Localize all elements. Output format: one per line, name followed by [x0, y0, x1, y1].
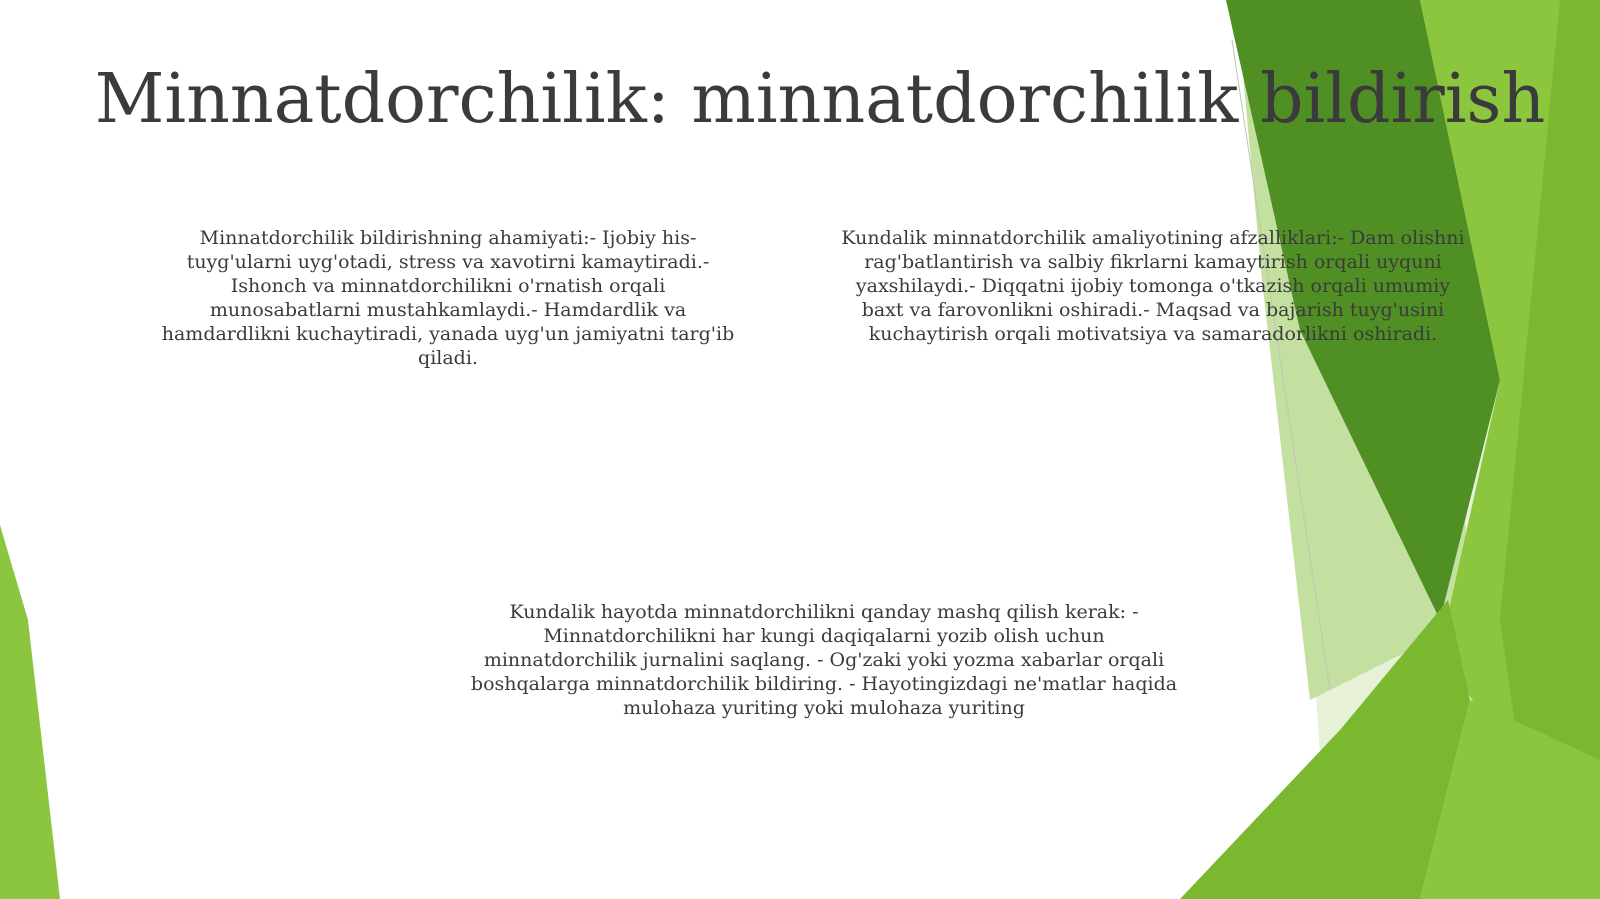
left-green-wedge	[0, 525, 60, 899]
text-block-importance: Minnatdorchilik bildirishning ahamiyati:- Ijobiy his-tuyg'ularni uyg'otadi, stress va xavotirni kamaytiradi.- Ishonch va minnatdorchilikni o'rnatish orqali munosabatlarni mustahkamlaydi.- Hamdardlik va hamdardlikni kuchaytiradi, yanada uyg'un jamiyatni targ'ib qiladi.	[161, 227, 735, 369]
text-block-practice: Kundalik hayotda minnatdorchilikni qanday mashq qilish kerak: - Minnatdorchilikni har kungi daqiqalarni yozib olish uchun minnatdorchilik jurnalini saqlang. - Og'zaki yoki yozma xabarlar orqali boshqalarga minnatdorchilik bildiring. - Hayotingizdagi ne'matlar haqida mulohaza yuriting yoki mulohaza yuriting	[470, 601, 1178, 719]
text-block-benefits: Kundalik minnatdorchilik amaliyotining afzalliklari:- Dam olishni rag'batlantirish va salbiy fikrlarni kamaytirish orqali uyquni yaxshilaydi.- Diqqatni ijobiy tomonga o'tkazish orqali umumiy baxt va farovonlikni oshiradi.- Maqsad va bajarish tuyg'usini kuchaytirish orqali motivatsiya va samaradorlikni oshiradi.	[841, 227, 1465, 345]
slide-title: Minnatdorchilik: minnatdorchilik bildirish	[94, 60, 1546, 139]
